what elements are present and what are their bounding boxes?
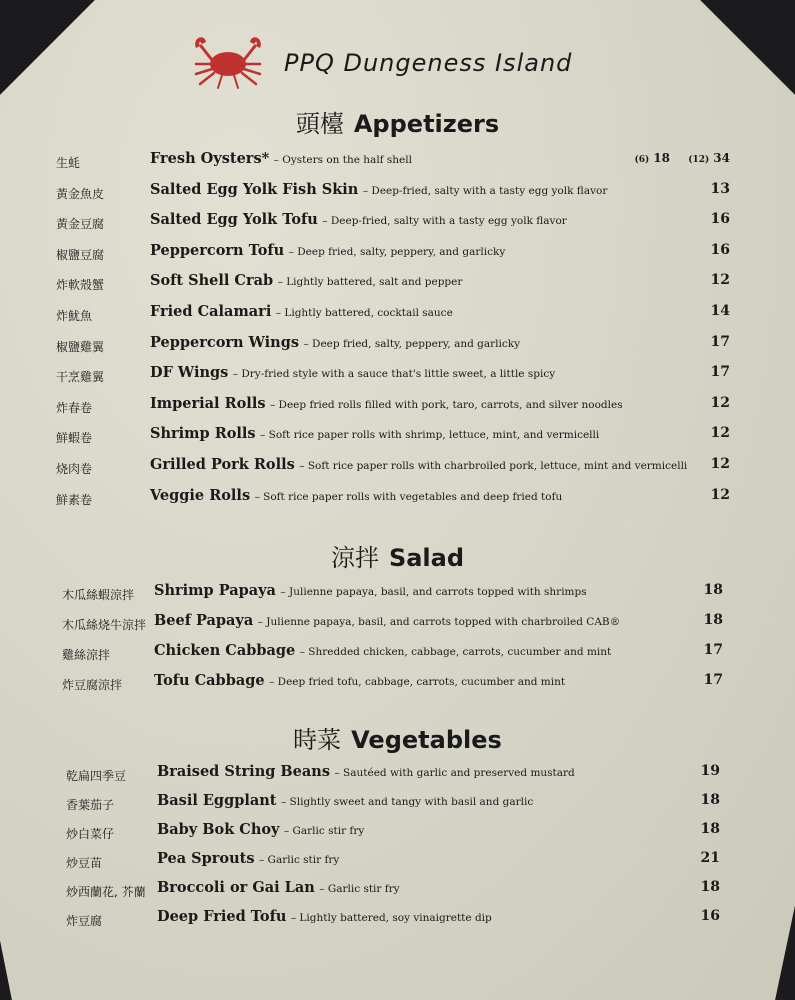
- menu-item-description: – Deep fried rolls filled with pork, taro, carrots, and silver noodles: [269, 398, 623, 411]
- menu-item-price: 19: [700, 763, 720, 779]
- menu-item-chinese-name: 椒鹽雞翼: [56, 339, 105, 354]
- menu-item-name: Salted Egg Yolk Fish Skin: [150, 180, 359, 198]
- menu-item-row: [0, 242, 795, 266]
- salad-title-en: Salad: [388, 544, 465, 572]
- menu-item-description: – Sautéed with garlic and preserved mustard: [334, 767, 575, 779]
- menu-item-text: [154, 582, 587, 599]
- menu-item-price: 17: [703, 642, 723, 658]
- menu-item-name: Shrimp Papaya: [154, 582, 276, 599]
- menu-item-row: [0, 763, 795, 787]
- menu-item-chinese-name: 椒鹽豆腐: [56, 247, 105, 262]
- menu-item-description: – Deep fried tofu, cabbage, carrots, cucumber and mint: [269, 676, 566, 688]
- menu-item-description: – Lightly battered, soy vinaigrette dip: [290, 912, 492, 924]
- menu-item-name: Peppercorn Wings: [150, 333, 299, 351]
- salad-title-zh: 涼拌: [330, 544, 379, 572]
- menu-item-row: [0, 582, 795, 606]
- menu-item-name: Fried Calamari: [150, 303, 272, 320]
- menu-item-chinese-name: 木瓜絲烧牛涼拌: [62, 618, 147, 632]
- menu-item-description: – Soft rice paper rolls with shrimp, lettuce, mint, and vermicelli: [260, 429, 600, 442]
- menu-item-text: [150, 242, 505, 259]
- menu-item-price: 17: [710, 364, 730, 381]
- menu-item-row: [0, 612, 795, 636]
- menu-item-name: Grilled Pork Rolls: [150, 456, 295, 473]
- menu-item-row: [0, 821, 795, 845]
- menu-item-name: Peppercorn Tofu: [150, 241, 285, 259]
- menu-item-price: 18: [700, 821, 720, 837]
- menu-item-chinese-name: 黃金豆腐: [56, 217, 105, 232]
- menu-item-name: Veggie Rolls: [150, 486, 251, 504]
- menu-item-row: [0, 456, 795, 480]
- menu-item-name: Beef Papaya: [154, 612, 254, 629]
- menu-item-name: Fresh Oysters*: [150, 150, 270, 167]
- menu-item-description: – Lightly battered, cocktail sauce: [275, 307, 453, 319]
- menu-item-description: – Deep fried, salty, peppery, and garlicky: [303, 337, 521, 350]
- menu-item-price: 18: [703, 582, 723, 598]
- salad-section-title: [0, 538, 795, 573]
- menu-item-name: Braised String Beans: [157, 763, 331, 780]
- menu-item-chinese-name: 生蚝: [56, 156, 81, 170]
- menu-item-price: 21: [700, 850, 720, 866]
- menu-item-text: [154, 642, 611, 659]
- menu-item-price: 12: [710, 456, 730, 472]
- menu-item-row: [0, 303, 795, 327]
- menu-item-description: – Julienne papaya, basil, and carrots topped with charbroiled CAB®: [257, 616, 621, 628]
- menu-item-price: 17: [710, 333, 730, 350]
- menu-item-chinese-name: 炒豆苗: [66, 856, 103, 870]
- menu-item-price: 12: [710, 394, 730, 411]
- menu-item-text: [150, 181, 607, 198]
- menu-item-text: [150, 364, 555, 381]
- menu-item-price: 14: [710, 303, 730, 319]
- menu-item-price: 12: [710, 272, 730, 289]
- menu-item-text: [150, 211, 567, 228]
- menu-item-text: [150, 456, 687, 473]
- crab-logo-icon: [190, 34, 266, 92]
- menu-item-description: – Soft rice paper rolls with charbroiled pork, lettuce, mint and vermicelli: [299, 460, 688, 472]
- menu-item-row: [0, 792, 795, 816]
- menu-item-description: – Shredded chicken, cabbage, carrots, cucumber and mint: [299, 646, 612, 658]
- restaurant-name: PPQ Dungeness Island: [284, 49, 573, 77]
- menu-item-price: 18: [703, 612, 723, 628]
- menu-item-text: [157, 879, 400, 896]
- menu-item-name: Deep Fried Tofu: [157, 908, 287, 925]
- menu-item-chinese-name: 炒白菜仔: [66, 827, 115, 841]
- menu-item-text: [150, 425, 599, 442]
- price-large-label: (12): [688, 155, 710, 165]
- menu-item-description: – Deep fried, salty, peppery, and garlicky: [288, 245, 506, 258]
- menu-item-description: – Garlic stir fry: [258, 854, 340, 866]
- menu-item-row: [0, 425, 795, 449]
- menu-item-description: – Deep-fried, salty with a tasty egg yolk flavor: [362, 184, 608, 197]
- menu-item-text: [150, 272, 462, 289]
- menu-item-description: – Garlic stir fry: [283, 825, 365, 837]
- menu-item-chinese-name: 黃金魚皮: [56, 186, 105, 201]
- menu-item-row: [0, 181, 795, 205]
- menu-item-name: Basil Eggplant: [157, 792, 277, 809]
- menu-item-text: [157, 792, 533, 809]
- menu-item-chinese-name: 炒西蘭花, 芥蘭: [66, 885, 146, 899]
- menu-item-name: Shrimp Rolls: [150, 425, 256, 443]
- menu-item-row: [0, 272, 795, 296]
- menu-item-description: – Julienne papaya, basil, and carrots topped with shrimps: [280, 586, 587, 598]
- menu-item-text: [157, 908, 492, 925]
- menu-item-price: 16: [700, 908, 720, 924]
- appetizers-section-title: [0, 104, 795, 139]
- menu-item-chinese-name: 炸魷魚: [56, 309, 93, 323]
- menu-item-price: 16: [710, 241, 730, 258]
- price-large-value: 34: [713, 151, 730, 165]
- menu-item-row: [0, 150, 795, 174]
- menu-item-text: [154, 672, 565, 689]
- menu-item-name: Broccoli or Gai Lan: [157, 879, 315, 896]
- menu-item-text: [157, 850, 339, 867]
- menu-item-text: [157, 821, 364, 838]
- menu-item-name: Chicken Cabbage: [154, 642, 296, 659]
- menu-item-chinese-name: 烧肉卷: [56, 462, 93, 476]
- vegetables-section-title: [0, 720, 795, 755]
- menu-item-text: [150, 334, 520, 351]
- menu-item-chinese-name: 木瓜絲蝦涼拌: [62, 588, 135, 602]
- menu-item-row: [0, 850, 795, 874]
- menu-item-price: 12: [710, 425, 730, 442]
- price-small-value: 18: [653, 151, 670, 165]
- menu-item-name: Pea Sprouts: [157, 850, 255, 867]
- menu-item-text: [150, 150, 412, 167]
- menu-item-text: [150, 303, 453, 320]
- menu-item-text: [150, 487, 562, 504]
- vegetables-title-en: Vegetables: [351, 726, 502, 754]
- menu-item-chinese-name: 炸豆腐涼拌: [62, 678, 123, 692]
- brand-header: [190, 34, 572, 92]
- menu-item-row: [0, 879, 795, 903]
- menu-item-name: Salted Egg Yolk Tofu: [150, 211, 318, 229]
- menu-item-row: [0, 908, 795, 932]
- menu-item-name: Tofu Cabbage: [154, 672, 265, 689]
- menu-item-row: [0, 395, 795, 419]
- menu-item-text: [154, 612, 620, 629]
- menu-item-chinese-name: 炸春卷: [56, 400, 93, 415]
- menu-item-chinese-name: 鮮素卷: [56, 492, 93, 507]
- menu-item-description: – Lightly battered, salt and pepper: [277, 276, 463, 289]
- menu-item-row: [0, 211, 795, 235]
- price-large: [672, 150, 730, 166]
- menu-item-chinese-name: 炸豆腐: [66, 914, 103, 928]
- menu-item-price: 18: [700, 879, 720, 895]
- menu-item-name: Soft Shell Crab: [150, 272, 274, 290]
- menu-item-chinese-name: 炸軟殼蟹: [56, 278, 105, 293]
- menu-item-name: Imperial Rolls: [150, 394, 266, 412]
- appetizers-title-zh: 頭檯: [295, 110, 344, 138]
- menu-item-description: – Slightly sweet and tangy with basil and garlic: [280, 796, 534, 808]
- menu-item-chinese-name: 鮮蝦卷: [56, 431, 93, 446]
- price-small: [612, 150, 670, 166]
- menu-item-price: 12: [710, 486, 730, 503]
- menu-item-description: – Soft rice paper rolls with vegetables and deep fried tofu: [254, 490, 563, 503]
- menu-item-row: [0, 364, 795, 388]
- menu-item-description: – Dry-fried style with a sauce that's little sweet, a little spicy: [232, 368, 556, 381]
- menu-item-text: [150, 395, 623, 412]
- menu-item-chinese-name: 干烹雞翼: [56, 370, 105, 385]
- menu-item-text: [157, 763, 575, 780]
- menu-item-name: Baby Bok Choy: [157, 821, 280, 838]
- menu-item-row: [0, 487, 795, 511]
- menu-item-description: – Deep-fried, salty with a tasty egg yolk flavor: [322, 215, 567, 228]
- menu-item-chinese-name: 香葉茄子: [66, 798, 115, 812]
- appetizers-title-en: Appetizers: [353, 110, 500, 138]
- menu-item-row: [0, 334, 795, 358]
- menu-item-description: – Garlic stir fry: [319, 883, 400, 895]
- menu-item-row: [0, 642, 795, 666]
- menu-item-row: [0, 672, 795, 696]
- menu-item-chinese-name: 乾扁四季豆: [66, 769, 127, 783]
- menu-item-price: 18: [700, 792, 720, 808]
- vegetables-title-zh: 時菜: [293, 726, 342, 754]
- menu-item-description: – Oysters on the half shell: [273, 154, 412, 166]
- price-small-label: (6): [634, 155, 650, 165]
- menu-item-name: DF Wings: [150, 364, 229, 382]
- menu-item-price: 17: [703, 672, 723, 688]
- menu-item-chinese-name: 雞絲涼拌: [62, 648, 111, 662]
- menu-item-price: 13: [710, 180, 730, 197]
- menu-item-price: 16: [710, 211, 730, 228]
